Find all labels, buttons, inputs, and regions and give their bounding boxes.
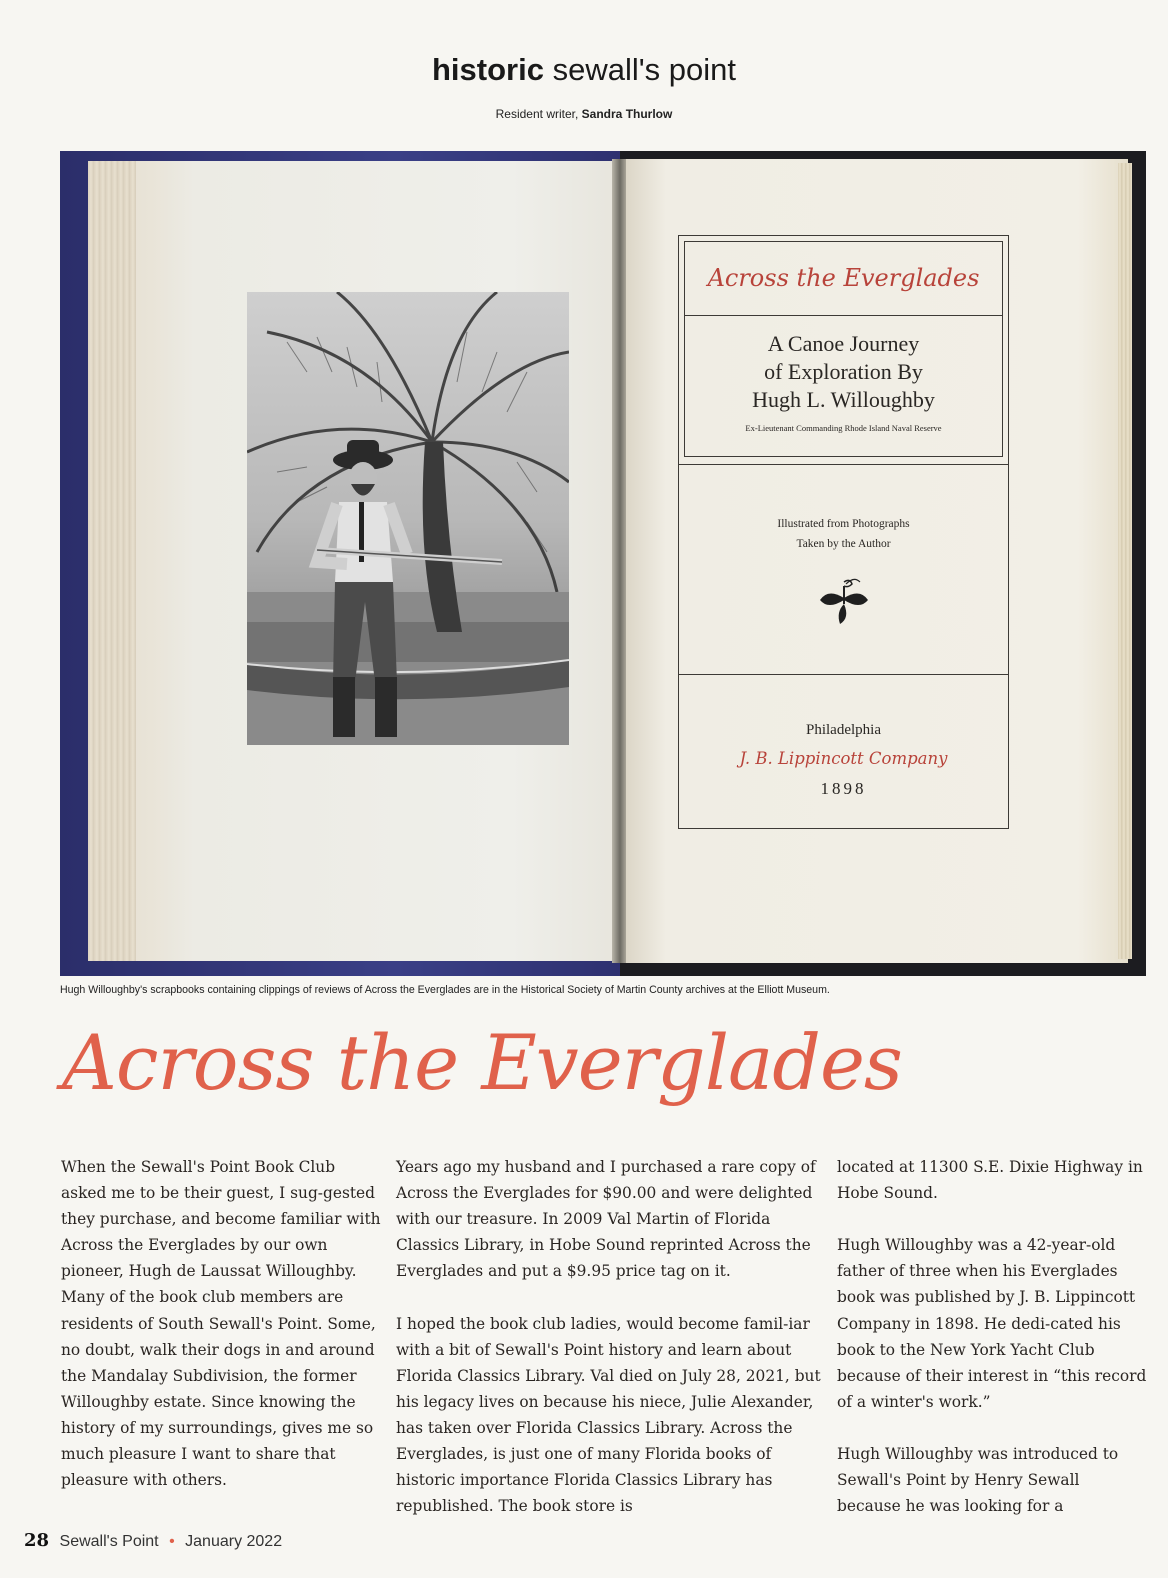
issue-date: January 2022 [185, 1533, 283, 1550]
article-column-1 [61, 1154, 381, 1493]
column-3-paragraph-3: Hugh Willoughby was introduced to Sewall's Point by Henry Sewall because he was looking for a [837, 1445, 1119, 1516]
book-subtitle [685, 330, 1002, 414]
leaf-ornament-icon [810, 576, 878, 626]
column-3-paragraph-1: located at 11300 S.E. Dixie Highway in Hobe Sound. [837, 1158, 1143, 1203]
page-footer [24, 1530, 282, 1551]
frontispiece-photo [247, 292, 569, 745]
column-2-paragraph-2: I hoped the book club ladies, would become famil-iar with a bit of Sewall's Point history and learn about Florida Classics Library. Val died on July 28, 2021, but his legacy lives on because his niece, Julie Alexander, has taken over Florida Classics Library. Across the Everglades, is just one of many Florida books of historic importance Florida Classics Library has republished. The book store is [396, 1314, 821, 1516]
byline [0, 107, 1168, 121]
title-page-rule-1 [679, 464, 1008, 465]
title-page-rule-2 [679, 674, 1008, 675]
page-number: 28 [24, 1530, 50, 1551]
section-header-rest: sewall's point [552, 52, 736, 87]
left-page-edges [88, 161, 136, 961]
subtitle-line-1: A Canoe Journey [767, 331, 920, 356]
publication-name: Sewall's Point [59, 1533, 159, 1550]
illustration-note-line-2: Taken by the Author [796, 538, 891, 550]
title-row [685, 242, 1002, 316]
title-page-frame [678, 235, 1009, 829]
byline-author: Sandra Thurlow [581, 107, 673, 121]
book-photo [60, 151, 1146, 976]
right-page-edges [1118, 163, 1132, 959]
article-headline: Across the Everglades [62, 1018, 902, 1107]
footer-bullet: • [169, 1533, 175, 1550]
publication-year: 1898 [820, 779, 867, 798]
section-header [0, 52, 1168, 88]
publisher-city: Philadelphia [806, 722, 881, 738]
subtitle-line-2: of Exploration By [764, 359, 923, 384]
illustration-note-line-1: Illustrated from Photographs [777, 518, 910, 530]
publisher-name: J. B. Lippincott Company [739, 749, 948, 768]
photo-caption: Hugh Willoughby's scrapbooks containing clippings of reviews of Across the Everglades are in the Historical Society of Martin County archives at the Elliott Museum. [60, 984, 830, 996]
column-3-paragraph-2: Hugh Willoughby was a 42-year-old father of three when his Everglades book was published by J. B. Lippincott Company in 1898. He dedi-cated his book to the New York Yacht Club because of their interest in “this record of a winter's work.” [837, 1236, 1147, 1411]
article-column-2 [396, 1154, 821, 1519]
byline-prefix: Resident writer, [495, 107, 579, 121]
illustration-note [679, 514, 1008, 554]
article-column-3 [837, 1154, 1147, 1519]
section-header-bold: historic [432, 52, 544, 87]
title-page-top-panel [684, 241, 1003, 457]
book-title: Across the Everglades [707, 264, 980, 292]
column-2-paragraph-1: Years ago my husband and I purchased a rare copy of Across the Everglades for $90.00 and were delighted with our treasure. In 2009 Val Martin of Florida Classics Library, in Hobe Sound reprinted Across the Everglades and put a $9.95 price tag on it. [396, 1158, 816, 1281]
explorer-portrait-image [247, 292, 569, 745]
column-1-paragraph-1: When the Sewall's Point Book Club asked me to be their guest, I sug-gested they purchase, and become familiar with Across the Everglades by our own pioneer, Hugh de Laussat Willoughby. Many of the book club members are residents of South Sewall's Point. Some, no doubt, walk their dogs in and around the Mandalay Subdivision, the former Willoughby estate. Since knowing the history of my surroundings, gives me so much pleasure I want to share that pleasure with others. [61, 1158, 381, 1490]
author-rank: Ex-Lieutenant Commanding Rhode Island Naval Reserve [745, 423, 942, 433]
subtitle-line-3: Hugh L. Willoughby [752, 387, 935, 412]
